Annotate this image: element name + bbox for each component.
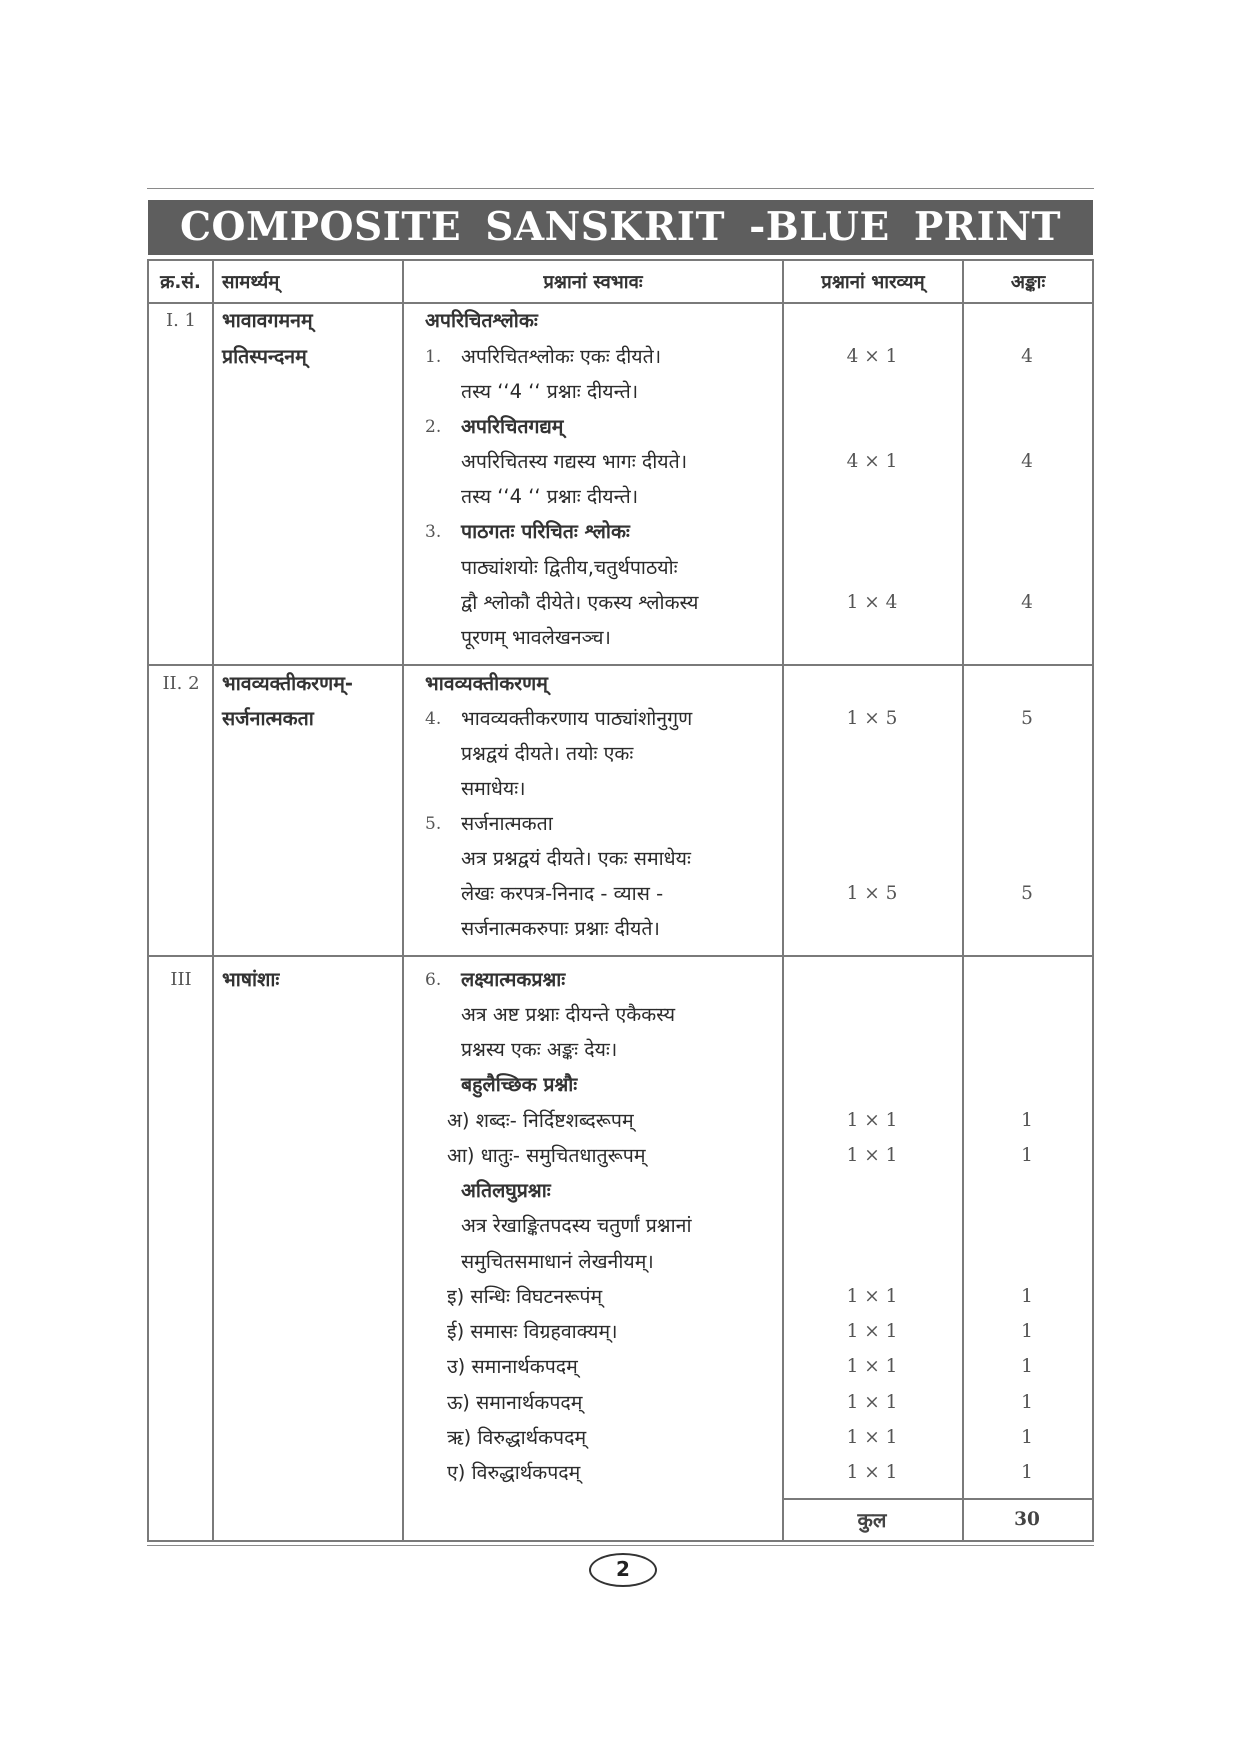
question-line: समुचितसमाधानं लेखनीयम्। [461,1250,654,1273]
item-number: 3. [425,522,442,542]
question-line: समाधेयः। [461,777,526,800]
item-number: 2. [425,417,442,437]
header-sno: क्र.सं. [160,272,201,293]
item-number: 6. [425,970,442,990]
question-line: अत्र रेखाङ्कितपदस्य चतुर्णां प्रश्नानां [461,1214,692,1237]
subheading: भावव्यक्तीकरणम् [425,672,548,695]
section-number: II. 2 [162,673,200,694]
weight-value: 1 × 1 [846,1286,898,1307]
marks-value: 4 [1021,451,1033,472]
ability-text: भावव्यक्तीकरणम्- [222,672,354,695]
column-divider [402,259,404,1542]
marks-value: 1 [1021,1145,1033,1166]
question-line: अपरिचितश्लोकः एकः दीयते। [461,345,662,368]
ability-text: भाषांशाः [222,968,280,991]
ability-text: भावावगमनम् [222,309,313,332]
item-number: 4. [425,709,442,729]
total-value: 30 [1014,1509,1040,1530]
question-line: अत्र प्रश्नद्वयं दीयते। एकः समाधेयः [461,847,691,870]
question-line: अपरिचितस्य गद्यस्य भागः दीयते। [461,450,688,473]
marks-value: 4 [1021,592,1033,613]
marks-value: 1 [1021,1321,1033,1342]
marks-value: 5 [1021,883,1033,904]
item-number: 5. [425,814,442,834]
marks-value: 1 [1021,1392,1033,1413]
ability-text: सर्जनात्मकता [222,707,314,730]
question-line: ए) विरुद्धार्थकपदम् [447,1461,581,1484]
question-line: तस्य ‘‘4 ‘‘ प्रश्नाः दीयन्ते। [461,485,639,508]
weight-value: 1 × 1 [846,1356,898,1377]
question-line: पूरणम् भावलेखनञ्च। [461,626,611,649]
marks-value: 1 [1021,1462,1033,1483]
header-weight: प्रश्नानां भारव्यम् [821,272,925,293]
weight-value: 4 × 1 [846,451,898,472]
question-line: इ) सन्धिः विघटनरूपंम् [447,1285,603,1308]
question-line: तस्य ‘‘4 ‘‘ प्रश्नाः दीयन्ते। [461,380,639,403]
marks-value: 1 [1021,1356,1033,1377]
marks-value: 1 [1021,1110,1033,1131]
column-divider [212,259,214,1542]
item-number: 1. [425,347,442,367]
question-line: भावव्यक्तीकरणाय पाठ्यांशोनुगुण [461,707,693,730]
subheading: अपरिचितगद्यम् [461,415,564,438]
header-ability: सामर्थ्यम् [222,272,280,293]
weight-value: 1 × 5 [846,708,898,729]
question-line: प्रश्नस्य एकः अङ्कः देयः। [461,1038,618,1061]
subheading: बहुलैच्छिक प्रश्नौः [461,1073,578,1096]
top-rule [147,188,1094,189]
marks-value: 5 [1021,708,1033,729]
ability-text: प्रतिस्पन्दनम् [222,345,307,368]
section-number: I. 1 [165,310,196,331]
weight-value: 1 × 1 [846,1392,898,1413]
marks-value: 4 [1021,346,1033,367]
weight-value: 1 × 1 [846,1321,898,1342]
question-line: ऊ) समानार्थकपदम् [447,1391,583,1414]
question-line: ऋ) विरुद्धार्थकपदम् [447,1426,587,1449]
weight-value: 1 × 1 [846,1110,898,1131]
question-line: प्रश्नद्वयं दीयते। तयोः एकः [461,742,634,765]
question-line: सर्जनात्मकरुपाः प्रश्नाः दीयते। [461,917,660,940]
total-label: कुल [857,1508,887,1532]
subheading: अतिलघुप्रश्नाः [461,1179,551,1202]
question-line: ई) समासः विग्रहवाक्यम्। [447,1320,618,1343]
page-title: COMPOSITE SANSKRIT -BLUE PRINT [148,200,1093,255]
weight-value: 4 × 1 [846,346,898,367]
marks-value: 1 [1021,1427,1033,1448]
header-nature: प्रश्नानां स्वभावः [543,272,643,293]
weight-value: 1 × 1 [846,1462,898,1483]
subheading: लक्ष्यात्मकप्रश्नाः [461,968,566,991]
subheading: पाठगतः परिचितः श्लोकः [461,520,630,543]
row-divider [147,955,1094,957]
question-line: आ) धातुः- समुचितधातुरूपम् [447,1144,646,1167]
question-line: उ) समानार्थकपदम् [447,1355,578,1378]
question-line: सर्जनात्मकता [461,812,553,835]
question-line: लेखः करपत्र-निनाद - व्यास - [461,882,664,905]
question-line: द्वौ श्लोकौ दीयेते। एकस्य श्लोकस्य [461,591,699,614]
weight-value: 1 × 1 [846,1427,898,1448]
page-number: 2 [589,1553,657,1587]
subheading: अपरिचितश्लोकः [425,309,538,332]
weight-value: 1 × 5 [846,883,898,904]
question-line: अ) शब्दः- निर्दिष्टशब्दरूपम् [447,1109,634,1132]
marks-value: 1 [1021,1286,1033,1307]
weight-value: 1 × 1 [846,1145,898,1166]
weight-value: 1 × 4 [846,592,898,613]
total-divider [782,1498,1094,1500]
section-number: III [170,969,192,990]
question-line: अत्र अष्ट प्रश्नाः दीयन्ते एकैकस्य [461,1003,676,1026]
question-line: पाठ्यांशयोः द्वितीय,चतुर्थपाठयोः [461,556,678,579]
bottom-rule [147,1545,1094,1546]
header-marks: अङ्काः [1010,272,1046,293]
